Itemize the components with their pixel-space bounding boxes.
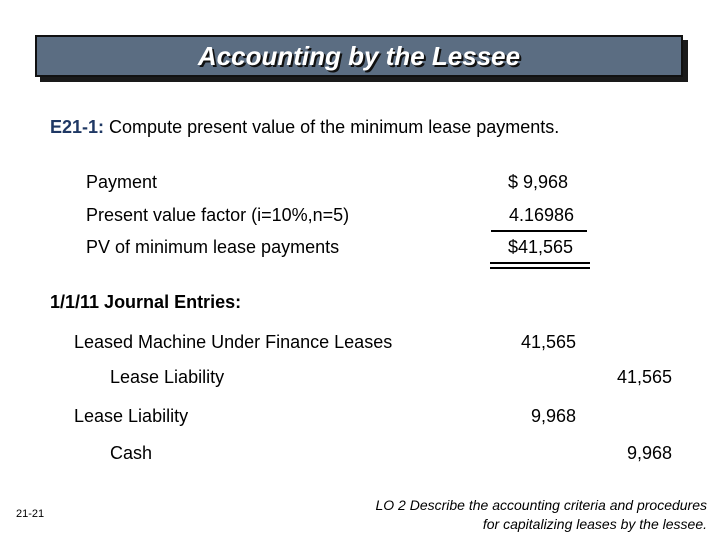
je-debit-3: 9,968 [530, 406, 576, 426]
double-underline [490, 262, 590, 272]
journal-title: 1/1/11 Journal Entries: [50, 292, 242, 312]
pv-label-pv: PV of minimum lease payments [86, 237, 340, 257]
title-banner [35, 35, 683, 77]
pv-label-factor: Present value factor (i=10%,n=5) [86, 205, 350, 225]
exercise-text: Compute present value of the minimum lease payments. [109, 117, 560, 137]
pv-value-pv: $41,565 [508, 237, 574, 257]
je-credit-2: 41,565 [616, 367, 672, 387]
je-account-1: Leased Machine Under Finance Leases [74, 332, 393, 352]
je-account-2: Lease Liability [110, 367, 225, 387]
lo-line-2: for capitalizing leases by the lessee. [482, 516, 707, 532]
pv-label-payment: Payment [86, 172, 158, 192]
lo-line-1: LO 2 Describe the accounting criteria and procedures [375, 497, 707, 513]
learning-objective [267, 496, 707, 534]
page-number: 21-21 [16, 508, 45, 520]
slide-title: Accounting by the Lessee [197, 40, 521, 71]
je-debit-1: 41,565 [520, 332, 576, 352]
je-account-3: Lease Liability [74, 406, 189, 426]
pv-value-factor: 4.16986 [491, 205, 587, 232]
je-account-4: Cash [110, 443, 153, 463]
exercise-id: E21-1: [50, 117, 105, 137]
pv-value-payment: $ 9,968 [508, 172, 569, 192]
exercise-line [50, 117, 559, 138]
je-credit-4: 9,968 [626, 443, 672, 463]
